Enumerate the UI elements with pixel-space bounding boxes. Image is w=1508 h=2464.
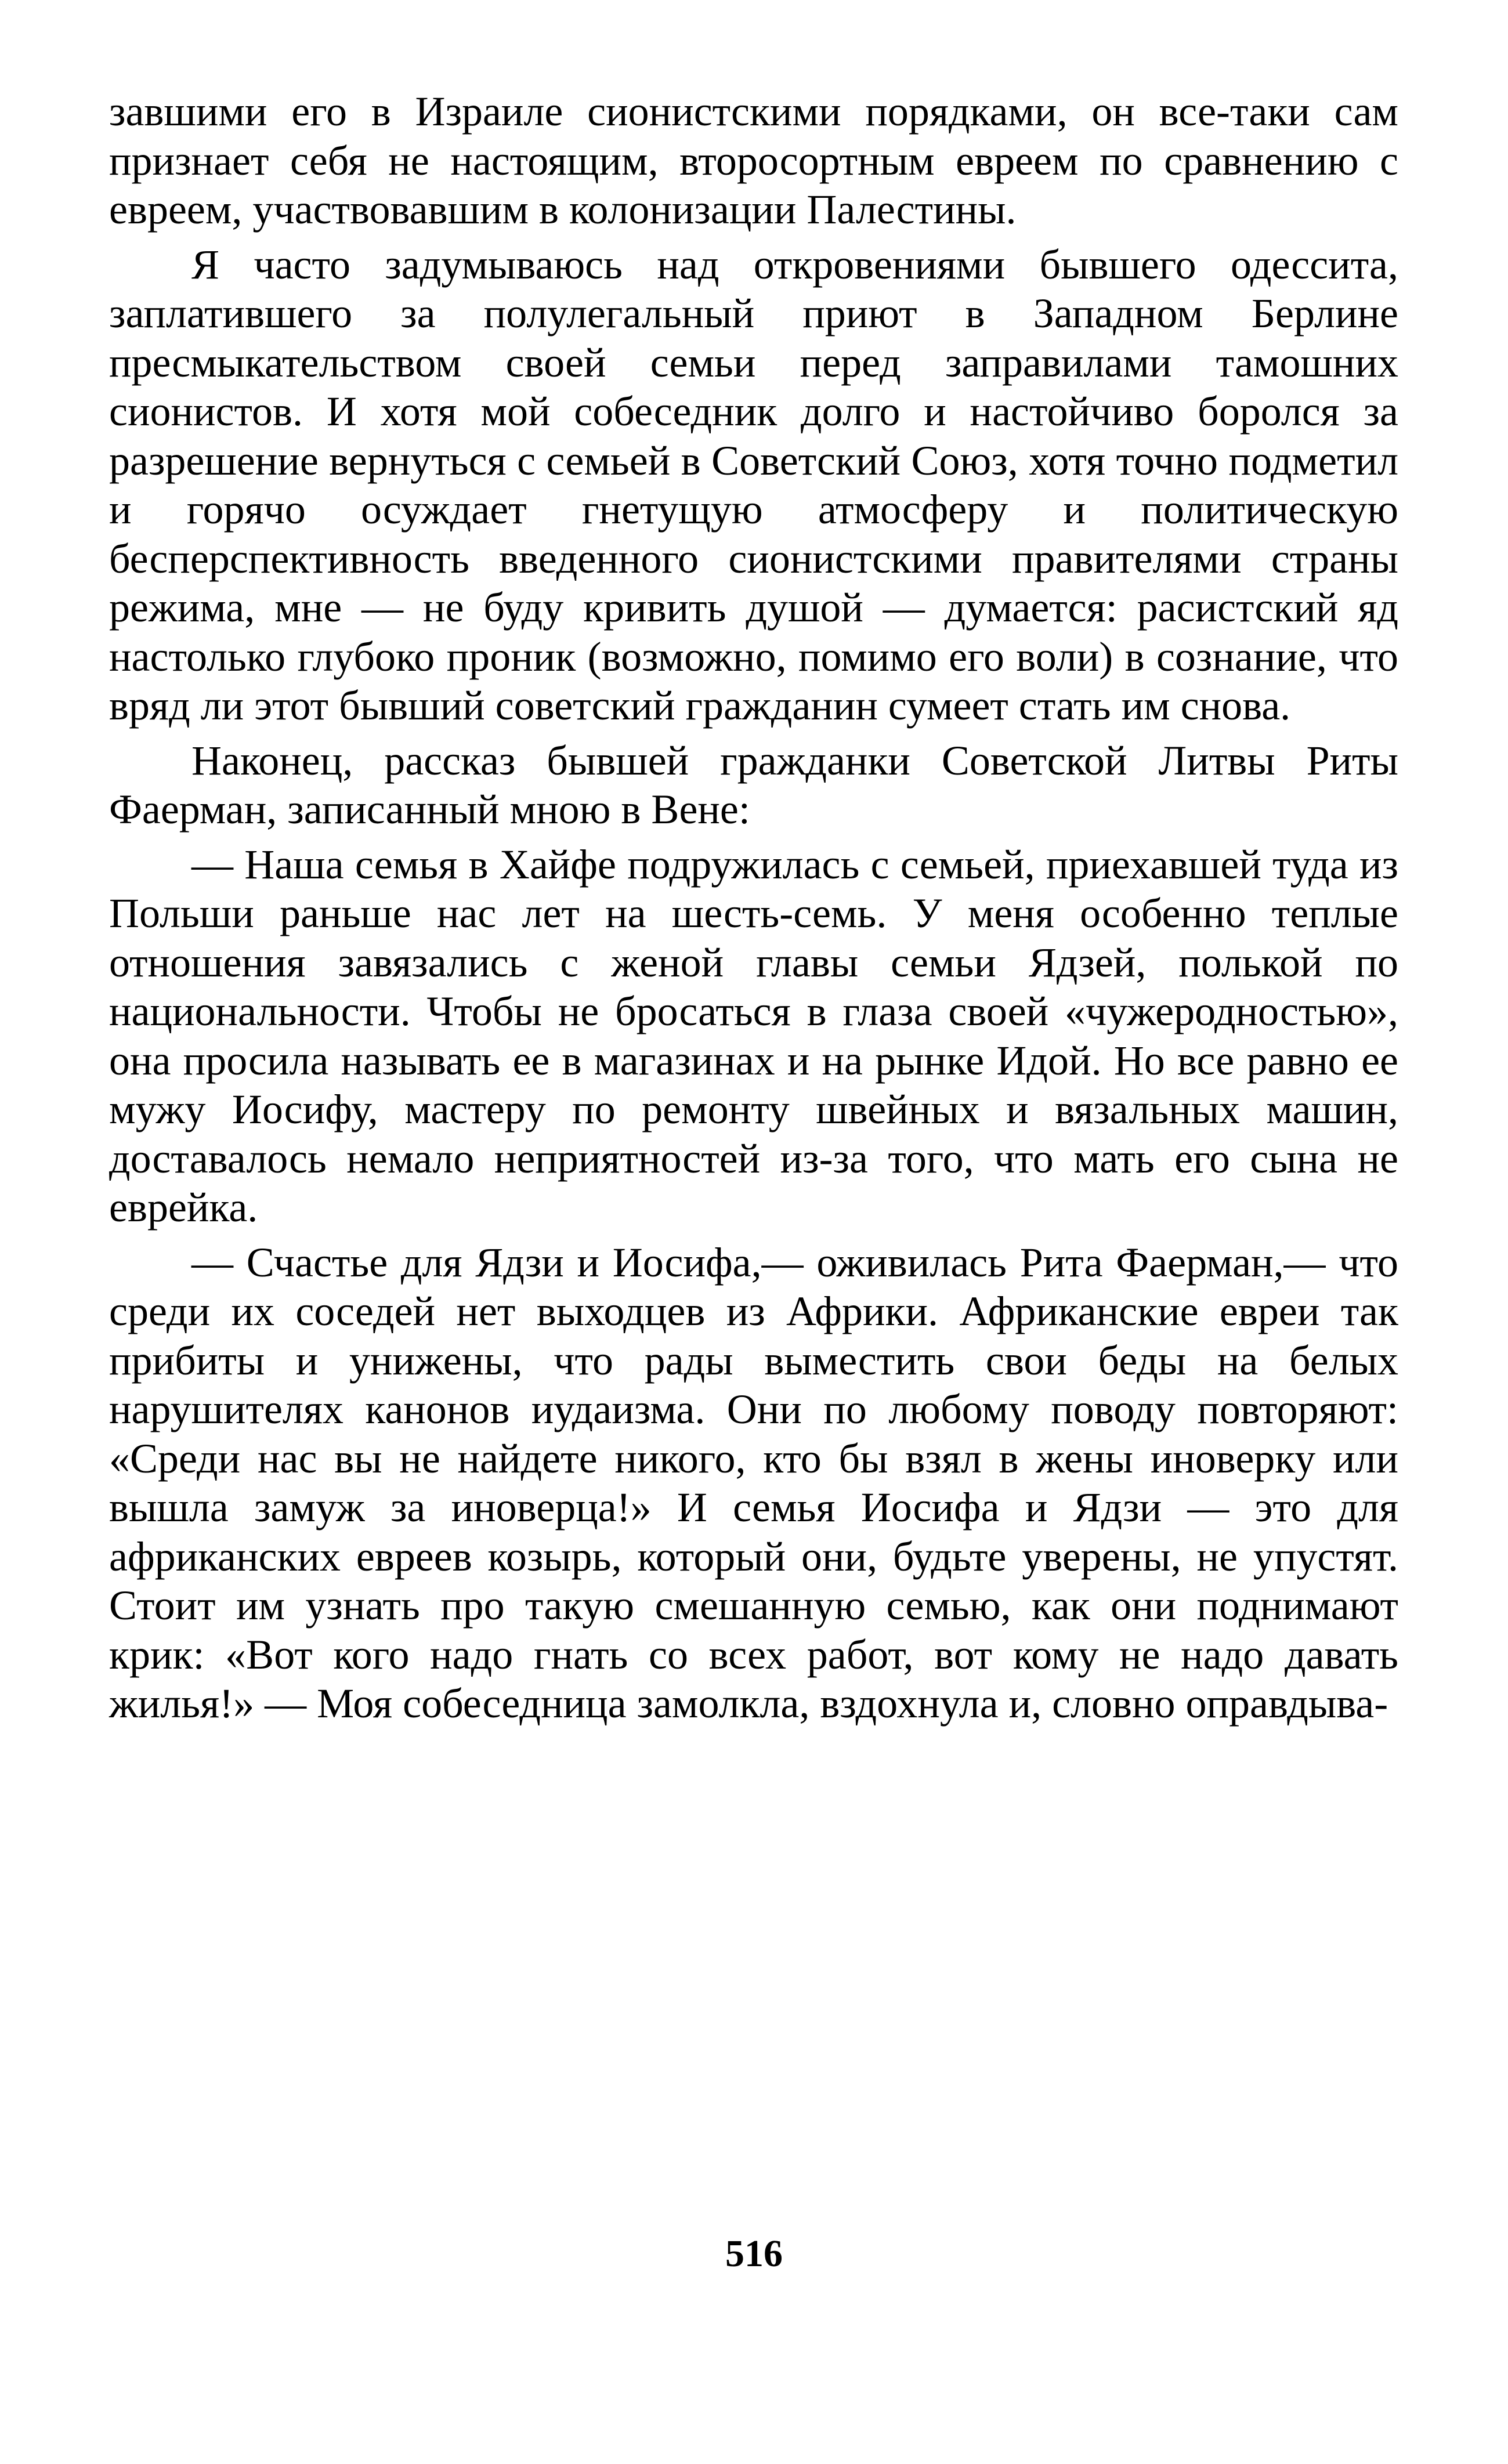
paragraph: Наконец, рассказ бывшей гражданки Советской Литвы Риты Фаерман, записанный мною в Вене: (109, 737, 1398, 833)
page-number: 516 (725, 2233, 783, 2275)
paragraph: — Наша семья в Хайфе подружилась с семьей, приехавшей туда из Польши раньше нас лет на шесть-семь. У меня особенно теплые отношения завязались с женой главы семьи Ядзей, полькой по национальности. Чтобы не бросаться в глаза своей «чужеродностью», она просила называть ее в магазинах и на рынке Идой. Но все равно ее мужу Иосифу, мастеру по ремонту швейных и вязальных машин, доставалось немало неприятностей из-за того, что мать его сына не еврейка. (109, 841, 1398, 1231)
paragraph-continuation: завшими его в Израиле сионистскими порядками, он все-таки сам признает себя не настоящим, второсортным евреем по сравнению с евреем, участвовавшим в колонизации Палестины. (109, 88, 1398, 233)
paragraph: — Счастье для Ядзи и Иосифа,— оживилась Рита Фаерман,— что среди их соседей нет выходцев из Африки. Африканские евреи так прибиты и унижены, что рады выместить свои беды на белых нарушителях канонов иудаизма. Они по любому поводу повторяют: «Среди нас вы не найдете никого, кто бы взял в жены иноверку или вышла замуж за иноверца!» И семья Иосифа и Ядзи — это для африканских евреев козырь, который они, будьте уверены, не упустят. Стоит им узнать про такую смешанную семью, как они поднимают крик: «Вот кого надо гнать со всех работ, вот кому не надо давать жилья!» — Моя собеседница замолкла, вздохнула и, словно оправдыва- (109, 1239, 1398, 1727)
paragraph: Я часто задумываюсь над откровениями бывшего одессита, заплатившего за полулегальный приют в Западном Берлине пресмыкательством своей семьи перед заправилами тамошних сионистов. И хотя мой собеседник долго и настойчиво боролся за разрешение вернуться с семьей в Советский Союз, хотя точно подметил и горячо осуждает гнетущую атмосферу и политическую бесперспективность введенного сионистскими правителями страны режима, мне — не буду кривить душой — думается: расистский яд настолько глубоко проник (возможно, помимо его воли) в сознание, что вряд ли этот бывший советский гражданин сумеет стать им снова. (109, 241, 1398, 729)
body-text (109, 87, 1398, 1734)
